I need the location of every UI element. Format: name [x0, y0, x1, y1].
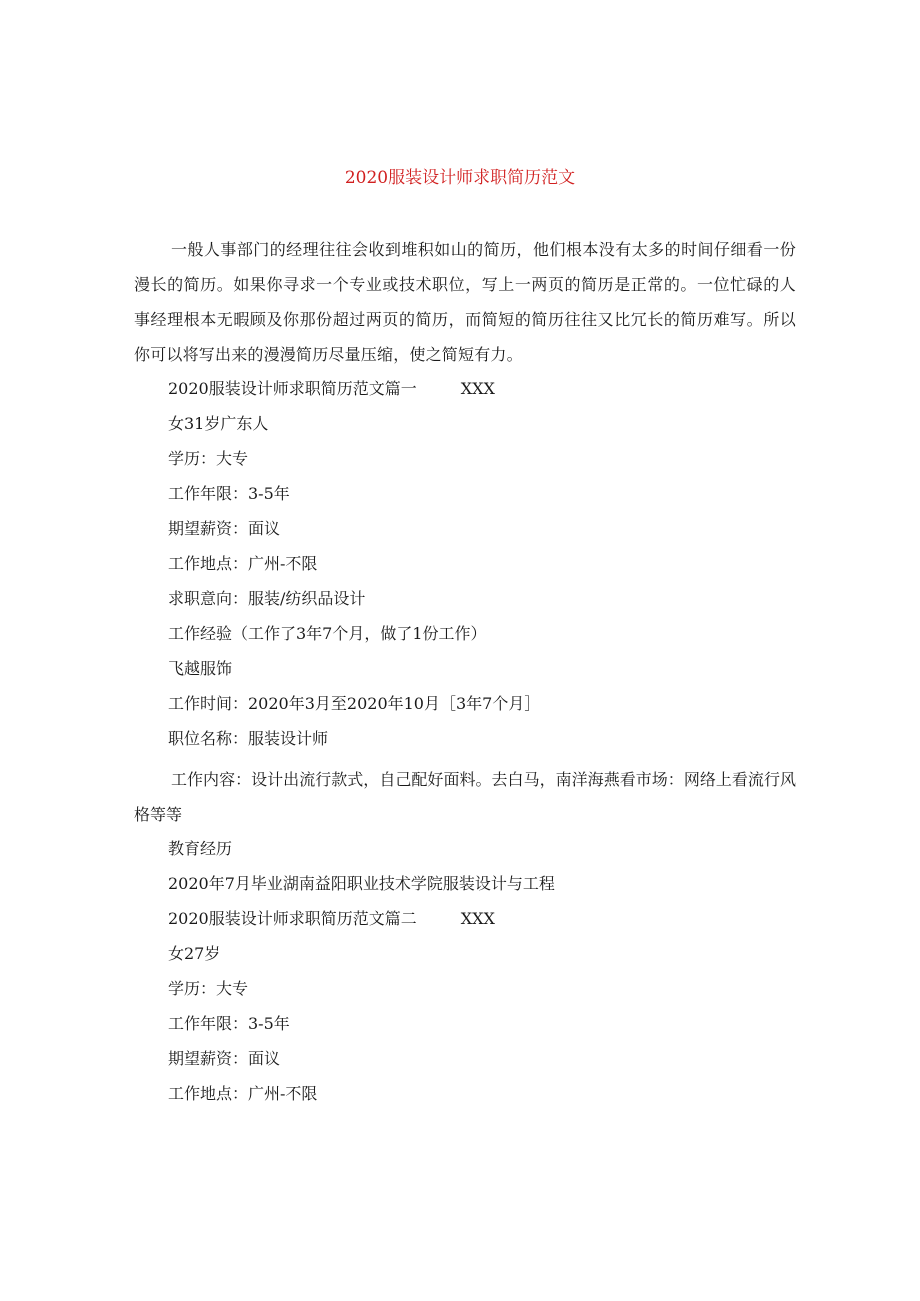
resume-one-period: 工作时间：2020年3月至2020年10月［3年7个月］	[168, 694, 541, 713]
resume-one-name: XXX	[460, 379, 495, 398]
resume-two-name: XXX	[460, 909, 495, 928]
resume-one-edu-detail: 2020年7月毕业湖南益阳职业技术学院服装设计与工程	[168, 874, 555, 893]
document-title: 2020服装设计师求职简历范文	[344, 168, 576, 188]
resume-one-experience: 工作经验（工作了3年7个月，做了1份工作）	[168, 624, 487, 643]
resume-one-block	[168, 371, 798, 756]
resume-one-basic: 女31岁广东人	[168, 414, 269, 433]
resume-two-location: 工作地点：广州-不限	[168, 1084, 318, 1103]
resume-two-block	[168, 831, 798, 1111]
resume-one-heading-line	[168, 371, 798, 406]
resume-one-intent: 求职意向：服装/纺织品设计	[168, 589, 366, 608]
resume-one-years: 工作年限：3-5年	[168, 484, 290, 503]
resume-one-company: 飞越服饰	[168, 659, 233, 678]
resume-two-basic: 女27岁	[168, 944, 221, 963]
resume-two-heading: 2020服装设计师求职简历范文篇二	[168, 909, 417, 928]
resume-one-duties: 工作内容：设计出流行款式，自己配好面料。去白马，南洋海燕看市场：网络上看流行风格等等	[134, 770, 796, 824]
resume-one-salary: 期望薪资：面议	[168, 519, 281, 538]
resume-one-position: 职位名称：服装设计师	[168, 729, 329, 748]
resume-two-salary: 期望薪资：面议	[168, 1049, 281, 1068]
intro-paragraph: 一般人事部门的经理往往会收到堆积如山的简历，他们根本没有太多的时间仔细看一份漫长的简历。如果你寻求一个专业或技术职位，写上一两页的简历是正常的。一位忙碌的人事经理根本无暇顾及你那份超过两页的简历，而简短的简历往往又比冗长的简历难写。所以你可以将写出来的漫漫简历尽量压缩，使之简短有力。	[134, 240, 796, 364]
resume-one-education: 学历：大专	[168, 449, 249, 468]
resume-one-edu-heading: 教育经历	[168, 839, 233, 858]
resume-one-location: 工作地点：广州-不限	[168, 554, 318, 573]
resume-two-heading-line	[168, 901, 798, 936]
resume-two-years: 工作年限：3-5年	[168, 1014, 290, 1033]
resume-two-education: 学历：大专	[168, 979, 249, 998]
resume-one-heading: 2020服装设计师求职简历范文篇一	[168, 379, 417, 398]
